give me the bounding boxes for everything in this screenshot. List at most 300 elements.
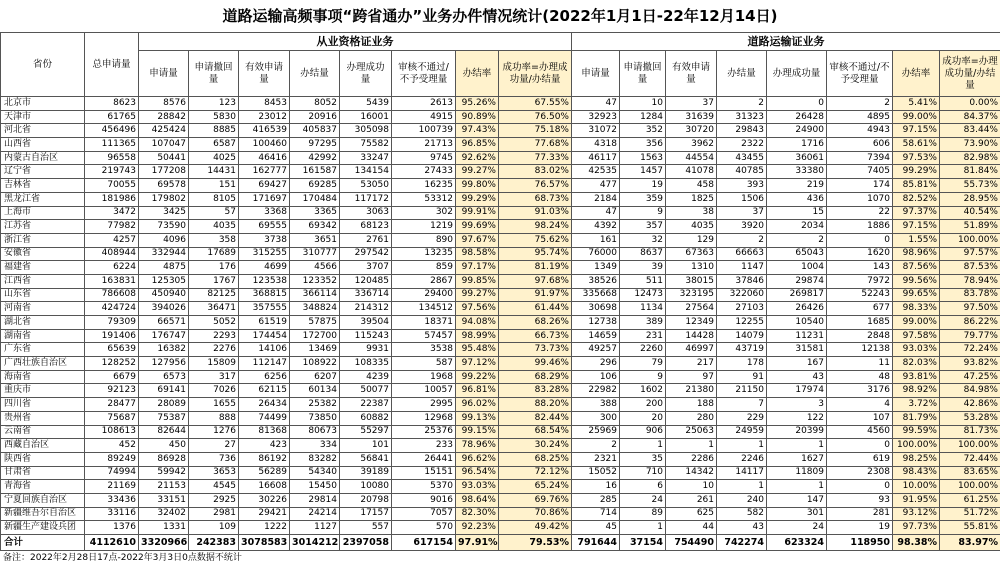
province-cell: 云南省 xyxy=(1,425,85,439)
data-cell: 4566 xyxy=(290,261,340,275)
data-cell: 68.25% xyxy=(499,452,572,466)
data-cell: 358 xyxy=(189,233,239,247)
data-cell: 92123 xyxy=(85,384,139,398)
data-cell: 3920 xyxy=(717,220,767,234)
header-total-applications: 总申请量 xyxy=(85,33,139,97)
data-cell: 393 xyxy=(717,179,767,193)
data-cell: 188 xyxy=(666,398,717,412)
data-cell: 39 xyxy=(620,261,666,275)
data-cell: 45 xyxy=(572,521,620,535)
data-cell: 1716 xyxy=(767,138,827,152)
header-group-transport: 道路运输证业务 xyxy=(572,33,1000,51)
data-cell: 98.64% xyxy=(456,493,499,507)
data-cell: 7057 xyxy=(392,507,456,521)
data-cell: 176747 xyxy=(139,329,189,343)
data-cell: 120485 xyxy=(340,274,392,288)
data-cell: 4875 xyxy=(139,261,189,275)
data-cell: 4112610 xyxy=(85,535,139,551)
data-cell: 4025 xyxy=(189,151,239,165)
data-cell: 125305 xyxy=(139,274,189,288)
data-cell: 2286 xyxy=(666,452,717,466)
data-cell: 8637 xyxy=(620,247,666,261)
data-cell: 14428 xyxy=(666,329,717,343)
data-cell: 96558 xyxy=(85,151,139,165)
data-cell: 3738 xyxy=(239,233,290,247)
data-cell: 8105 xyxy=(189,192,239,206)
data-cell: 98.43% xyxy=(893,466,940,480)
data-cell: 1602 xyxy=(620,384,666,398)
data-cell: 4915 xyxy=(392,110,456,124)
data-cell: 356 xyxy=(620,138,666,152)
data-cell: 3962 xyxy=(666,138,717,152)
data-cell: 1620 xyxy=(827,247,893,261)
data-cell: 128252 xyxy=(85,357,139,371)
data-cell: 332944 xyxy=(139,247,189,261)
data-cell: 97.91% xyxy=(456,535,499,551)
data-cell: 736 xyxy=(189,452,239,466)
data-cell: 60134 xyxy=(290,384,340,398)
data-cell: 3538 xyxy=(392,343,456,357)
transport-col-header: 审核不通过/不予受理量 xyxy=(827,51,893,97)
data-cell: 219 xyxy=(767,179,827,193)
table-row xyxy=(1,521,1000,535)
data-cell: 625 xyxy=(666,507,717,521)
data-cell: 3651 xyxy=(290,233,340,247)
data-cell: 46997 xyxy=(666,343,717,357)
data-cell: 53312 xyxy=(392,192,456,206)
data-cell: 436 xyxy=(767,192,827,206)
province-cell: 江西省 xyxy=(1,274,85,288)
data-cell: 14106 xyxy=(239,343,290,357)
data-cell: 1506 xyxy=(717,192,767,206)
data-cell: 11231 xyxy=(767,329,827,343)
data-cell: 31639 xyxy=(666,110,717,124)
data-cell: 69578 xyxy=(139,179,189,193)
data-cell: 17689 xyxy=(189,247,239,261)
data-cell: 66571 xyxy=(139,316,189,330)
data-cell: 174 xyxy=(827,179,893,193)
data-cell: 7405 xyxy=(827,165,893,179)
data-cell: 1070 xyxy=(827,192,893,206)
data-cell: 1655 xyxy=(189,398,239,412)
data-cell: 172700 xyxy=(290,329,340,343)
data-cell: 6587 xyxy=(189,138,239,152)
data-cell: 394026 xyxy=(139,302,189,316)
data-cell: 82.30% xyxy=(456,507,499,521)
data-cell: 1376 xyxy=(85,521,139,535)
data-cell: 11809 xyxy=(767,466,827,480)
data-cell: 29874 xyxy=(767,274,827,288)
data-cell: 33116 xyxy=(85,507,139,521)
transport-col-header: 办结量 xyxy=(717,51,767,97)
data-cell: 12738 xyxy=(572,316,620,330)
data-cell: 1 xyxy=(620,439,666,453)
data-cell: 8052 xyxy=(290,97,340,111)
data-cell: 352 xyxy=(620,124,666,138)
data-cell: 35 xyxy=(620,452,666,466)
data-cell: 123538 xyxy=(239,274,290,288)
data-cell: 43 xyxy=(717,521,767,535)
data-cell: 33247 xyxy=(340,151,392,165)
transport-col-header: 成功率=办理成功量/办结量 xyxy=(940,51,1000,97)
data-cell: 81.79% xyxy=(893,411,940,425)
footnote: 备注：2022年2月28日17点-2022年3月3日0点数据不统计 xyxy=(3,553,242,563)
data-cell: 15052 xyxy=(572,466,620,480)
data-cell: 79.77% xyxy=(940,329,1000,343)
data-cell: 4096 xyxy=(139,233,189,247)
data-cell: 99.59% xyxy=(893,425,940,439)
data-cell: 1.55% xyxy=(893,233,940,247)
data-cell: 24900 xyxy=(767,124,827,138)
data-cell: 3.72% xyxy=(893,398,940,412)
table-row xyxy=(1,370,1000,384)
data-cell: 3425 xyxy=(139,206,189,220)
data-cell: 77982 xyxy=(85,220,139,234)
data-cell: 24214 xyxy=(290,507,340,521)
data-cell: 6679 xyxy=(85,370,139,384)
table-row xyxy=(1,179,1000,193)
data-cell: 83282 xyxy=(290,452,340,466)
data-cell: 75582 xyxy=(340,138,392,152)
qualification-col-header: 办结率 xyxy=(456,51,499,97)
data-cell: 389 xyxy=(620,316,666,330)
province-cell: 陕西省 xyxy=(1,452,85,466)
data-cell: 6573 xyxy=(139,370,189,384)
data-cell: 14659 xyxy=(572,329,620,343)
province-cell: 江苏省 xyxy=(1,220,85,234)
data-cell: 97.37% xyxy=(893,206,940,220)
data-cell: 78.96% xyxy=(456,439,499,453)
data-cell: 83.44% xyxy=(940,124,1000,138)
data-cell: 127956 xyxy=(139,357,189,371)
data-cell: 357 xyxy=(620,220,666,234)
data-cell: 2 xyxy=(717,233,767,247)
data-cell: 162777 xyxy=(239,165,290,179)
data-cell: 98.92% xyxy=(893,384,940,398)
data-cell: 21380 xyxy=(666,384,717,398)
data-cell: 57875 xyxy=(290,316,340,330)
data-cell: 5.41% xyxy=(893,97,940,111)
data-cell: 76.50% xyxy=(499,110,572,124)
data-cell: 93.12% xyxy=(893,507,940,521)
data-cell: 9 xyxy=(620,206,666,220)
data-cell: 83.28% xyxy=(499,384,572,398)
data-cell: 3 xyxy=(767,398,827,412)
data-cell: 14431 xyxy=(189,165,239,179)
data-cell: 322060 xyxy=(717,288,767,302)
province-cell: 宁夏回族自治区 xyxy=(1,493,85,507)
data-cell: 97295 xyxy=(290,138,340,152)
data-cell: 161587 xyxy=(290,165,340,179)
data-cell: 4257 xyxy=(85,233,139,247)
header-province: 省份 xyxy=(1,33,85,97)
data-cell: 1310 xyxy=(666,261,717,275)
data-cell: 388 xyxy=(572,398,620,412)
data-cell: 21713 xyxy=(392,138,456,152)
data-cell: 112147 xyxy=(239,357,290,371)
data-cell: 32923 xyxy=(572,110,620,124)
data-cell: 4699 xyxy=(239,261,290,275)
data-cell: 368815 xyxy=(239,288,290,302)
data-cell: 68.73% xyxy=(499,192,572,206)
data-cell: 20916 xyxy=(290,110,340,124)
data-cell: 171697 xyxy=(239,192,290,206)
qualification-col-header: 有效申请量 xyxy=(239,51,290,97)
data-cell: 98.24% xyxy=(499,220,572,234)
data-cell: 1 xyxy=(666,439,717,453)
data-cell: 12138 xyxy=(827,343,893,357)
data-cell: 27433 xyxy=(392,165,456,179)
data-cell: 20399 xyxy=(767,425,827,439)
data-cell: 15151 xyxy=(392,466,456,480)
data-cell: 33436 xyxy=(85,493,139,507)
province-cell: 山西省 xyxy=(1,138,85,152)
data-cell: 3707 xyxy=(340,261,392,275)
data-cell: 93.81% xyxy=(893,370,940,384)
data-cell: 18371 xyxy=(392,316,456,330)
data-cell: 25969 xyxy=(572,425,620,439)
data-cell: 75387 xyxy=(139,411,189,425)
data-cell: 26426 xyxy=(767,302,827,316)
data-cell: 96.62% xyxy=(456,452,499,466)
data-cell: 107 xyxy=(827,411,893,425)
province-cell: 青海省 xyxy=(1,480,85,494)
data-cell: 323195 xyxy=(666,288,717,302)
data-cell: 1563 xyxy=(620,151,666,165)
data-cell: 4943 xyxy=(827,124,893,138)
data-cell: 68.26% xyxy=(499,316,572,330)
data-cell: 84.37% xyxy=(940,110,1000,124)
data-cell: 229 xyxy=(717,411,767,425)
data-cell: 81368 xyxy=(239,425,290,439)
data-cell: 450 xyxy=(139,439,189,453)
data-cell: 1457 xyxy=(620,165,666,179)
data-cell: 285 xyxy=(572,493,620,507)
data-cell: 0 xyxy=(827,480,893,494)
data-cell: 570 xyxy=(392,521,456,535)
data-cell: 41078 xyxy=(666,165,717,179)
table-row xyxy=(1,343,1000,357)
province-cell: 福建省 xyxy=(1,261,85,275)
data-cell: 1147 xyxy=(717,261,767,275)
data-cell: 85.81% xyxy=(893,179,940,193)
province-cell: 海南省 xyxy=(1,370,85,384)
data-cell: 301 xyxy=(767,507,827,521)
data-cell: 3176 xyxy=(827,384,893,398)
data-cell: 452 xyxy=(85,439,139,453)
data-cell: 450940 xyxy=(139,288,189,302)
data-cell: 96.02% xyxy=(456,398,499,412)
data-cell: 4545 xyxy=(189,480,239,494)
data-cell: 296 xyxy=(572,357,620,371)
data-cell: 99.13% xyxy=(456,411,499,425)
data-cell: 1284 xyxy=(620,110,666,124)
data-cell: 15809 xyxy=(189,357,239,371)
data-cell: 14079 xyxy=(717,329,767,343)
data-cell: 117172 xyxy=(340,192,392,206)
data-cell: 200 xyxy=(620,398,666,412)
data-cell: 21169 xyxy=(85,480,139,494)
data-cell: 55297 xyxy=(340,425,392,439)
data-cell: 3653 xyxy=(189,466,239,480)
data-cell: 1222 xyxy=(239,521,290,535)
data-cell: 13469 xyxy=(290,343,340,357)
data-cell: 57457 xyxy=(392,329,456,343)
data-cell: 93.03% xyxy=(893,343,940,357)
data-cell: 70.86% xyxy=(499,507,572,521)
data-cell: 423 xyxy=(239,439,290,453)
qualification-col-header: 审核不通过/不予受理量 xyxy=(392,51,456,97)
data-cell: 97.15% xyxy=(893,124,940,138)
table-row xyxy=(1,206,1000,220)
data-cell: 106 xyxy=(572,370,620,384)
data-cell: 67363 xyxy=(666,247,717,261)
data-cell: 15450 xyxy=(290,480,340,494)
data-cell: 74994 xyxy=(85,466,139,480)
data-cell: 2321 xyxy=(572,452,620,466)
data-cell: 0 xyxy=(827,439,893,453)
transport-col-header: 申请量 xyxy=(572,51,620,97)
data-cell: 26441 xyxy=(392,452,456,466)
data-cell: 61765 xyxy=(85,110,139,124)
data-cell: 66663 xyxy=(717,247,767,261)
data-cell: 19 xyxy=(620,179,666,193)
data-cell: 20798 xyxy=(340,493,392,507)
data-cell: 95.48% xyxy=(456,343,499,357)
data-cell: 302 xyxy=(392,206,456,220)
data-cell: 408944 xyxy=(85,247,139,261)
data-cell: 97.56% xyxy=(456,302,499,316)
data-cell: 12349 xyxy=(666,316,717,330)
data-cell: 16235 xyxy=(392,179,456,193)
data-cell: 791644 xyxy=(572,535,620,551)
table-row xyxy=(1,247,1000,261)
data-cell: 10 xyxy=(620,97,666,111)
data-cell: 317 xyxy=(189,370,239,384)
data-cell: 129 xyxy=(666,233,717,247)
data-cell: 233 xyxy=(392,439,456,453)
data-cell: 336714 xyxy=(340,288,392,302)
data-cell: 17974 xyxy=(767,384,827,398)
data-cell: 890 xyxy=(392,233,456,247)
data-cell: 3320966 xyxy=(139,535,189,551)
data-cell: 315255 xyxy=(239,247,290,261)
total-row xyxy=(1,535,1000,551)
data-cell: 53050 xyxy=(340,179,392,193)
data-cell: 425424 xyxy=(139,124,189,138)
data-cell: 69555 xyxy=(239,220,290,234)
data-cell: 511 xyxy=(620,274,666,288)
data-cell: 3078583 xyxy=(239,535,290,551)
table-row xyxy=(1,384,1000,398)
data-cell: 310777 xyxy=(290,247,340,261)
data-cell: 54340 xyxy=(290,466,340,480)
data-cell: 8453 xyxy=(239,97,290,111)
data-cell: 97.15% xyxy=(893,220,940,234)
data-cell: 297542 xyxy=(340,247,392,261)
table-row xyxy=(1,97,1000,111)
province-cell: 湖南省 xyxy=(1,329,85,343)
data-cell: 47 xyxy=(572,206,620,220)
data-cell: 16 xyxy=(572,480,620,494)
province-cell: 黑龙江省 xyxy=(1,192,85,206)
data-cell: 123352 xyxy=(290,274,340,288)
data-cell: 99.00% xyxy=(893,316,940,330)
table-row xyxy=(1,302,1000,316)
data-cell: 99.65% xyxy=(893,288,940,302)
table-row xyxy=(1,316,1000,330)
data-cell: 91.03% xyxy=(499,206,572,220)
data-cell: 77.68% xyxy=(499,138,572,152)
data-cell: 97.68% xyxy=(499,274,572,288)
data-cell: 1 xyxy=(717,480,767,494)
data-cell: 9 xyxy=(620,370,666,384)
data-cell: 191406 xyxy=(85,329,139,343)
province-cell: 贵州省 xyxy=(1,411,85,425)
data-cell: 176 xyxy=(189,261,239,275)
data-cell: 37 xyxy=(666,97,717,111)
data-cell: 100.00% xyxy=(893,439,940,453)
data-cell: 94.08% xyxy=(456,316,499,330)
data-cell: 8576 xyxy=(139,97,189,111)
data-cell: 29421 xyxy=(239,507,290,521)
data-cell: 21150 xyxy=(717,384,767,398)
data-cell: 14342 xyxy=(666,466,717,480)
data-cell: 65639 xyxy=(85,343,139,357)
data-cell: 99.80% xyxy=(456,179,499,193)
data-cell: 61519 xyxy=(239,316,290,330)
data-cell: 5830 xyxy=(189,110,239,124)
data-cell: 61.25% xyxy=(940,493,1000,507)
data-cell: 107047 xyxy=(139,138,189,152)
data-cell: 38 xyxy=(666,206,717,220)
data-cell: 9016 xyxy=(392,493,456,507)
data-cell: 10540 xyxy=(767,316,827,330)
data-cell: 786608 xyxy=(85,288,139,302)
data-cell: 92.23% xyxy=(456,521,499,535)
data-cell: 78.94% xyxy=(940,274,1000,288)
province-cell: 湖北省 xyxy=(1,316,85,330)
province-cell: 西藏自治区 xyxy=(1,439,85,453)
data-cell: 2925 xyxy=(189,493,239,507)
data-cell: 108335 xyxy=(340,357,392,371)
data-cell: 37846 xyxy=(717,274,767,288)
table-row xyxy=(1,233,1000,247)
province-cell: 重庆市 xyxy=(1,384,85,398)
data-cell: 46416 xyxy=(239,151,290,165)
province-cell: 辽宁省 xyxy=(1,165,85,179)
data-cell: 2034 xyxy=(767,220,827,234)
data-cell: 52243 xyxy=(827,288,893,302)
data-cell: 82125 xyxy=(189,288,239,302)
data-cell: 95.26% xyxy=(456,97,499,111)
data-cell: 1627 xyxy=(767,452,827,466)
data-cell: 26434 xyxy=(239,398,290,412)
data-cell: 100.00% xyxy=(940,233,1000,247)
data-cell: 86192 xyxy=(239,452,290,466)
data-cell: 42535 xyxy=(572,165,620,179)
data-cell: 98.58% xyxy=(456,247,499,261)
data-cell: 100739 xyxy=(392,124,456,138)
data-cell: 710 xyxy=(620,466,666,480)
data-cell: 366114 xyxy=(290,288,340,302)
data-cell: 79.53% xyxy=(499,535,572,551)
data-cell: 754490 xyxy=(666,535,717,551)
data-cell: 79 xyxy=(620,357,666,371)
data-cell: 91.95% xyxy=(893,493,940,507)
data-cell: 43719 xyxy=(717,343,767,357)
data-cell: 50441 xyxy=(139,151,189,165)
